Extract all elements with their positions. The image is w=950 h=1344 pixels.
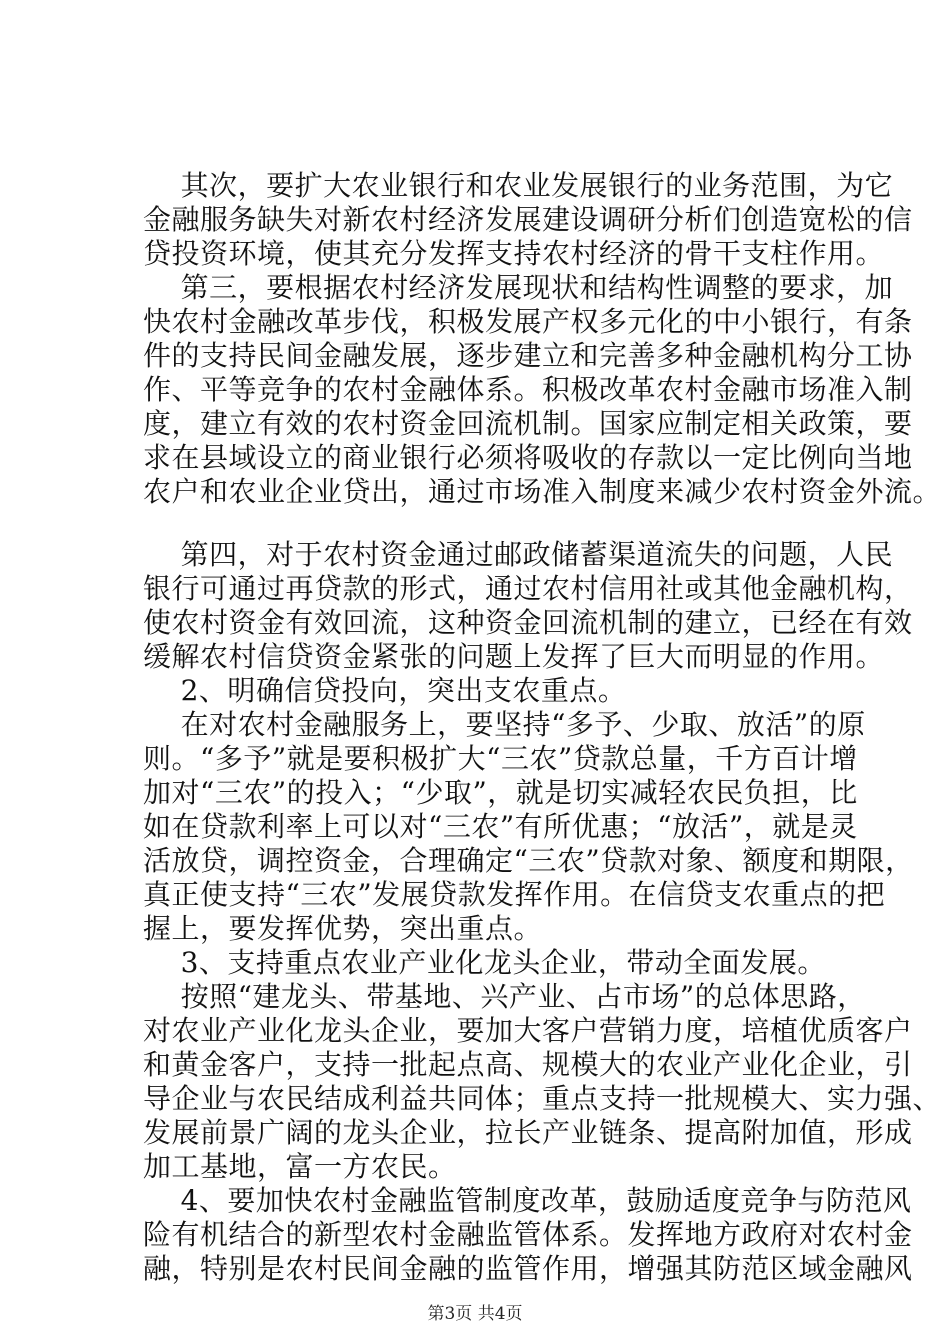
text-line: 使农村资金有效回流，这种资金回流机制的建立，已经在有效: [143, 606, 913, 639]
text-line: 则。“多予”就是要积极扩大“三农”贷款总量，千方百计增: [143, 742, 858, 775]
text-line: 农户和农业企业贷出，通过市场准入制度来减少农村资金外流。: [143, 475, 942, 508]
text-line: 缓解农村信贷资金紧张的问题上发挥了巨大而明显的作用。: [143, 640, 885, 673]
text-line: 求在县域设立的商业银行必须将吸收的存款以一定比例向当地: [143, 441, 913, 474]
text-line: 对农业产业化龙头企业，要加大客户营销力度，培植优质客户: [143, 1014, 913, 1047]
text-line: 贷投资环境，使其充分发挥支持农村经济的骨干支柱作用。: [143, 237, 885, 270]
section-heading: 2、明确信贷投向，突出支农重点。: [143, 674, 627, 707]
text-line: 加工基地，富一方农民。: [143, 1150, 457, 1183]
text-line: 按照“建龙头、带基地、兴产业、占市场”的总体思路，: [143, 980, 866, 1013]
text-line: 握上，要发挥优势，突出重点。: [143, 912, 543, 945]
text-line: 银行可通过再贷款的形式，通过农村信用社或其他金融机构，: [143, 572, 913, 605]
text-line: 在对农村金融服务上，要坚持“多予、少取、放活”的原: [143, 708, 866, 741]
text-line: 快农村金融改革步伐，积极发展产权多元化的中小银行，有条: [143, 305, 913, 338]
text-line: 发展前景广阔的龙头企业，拉长产业链条、提高附加值，形成: [143, 1116, 913, 1149]
text-line: 第三，要根据农村经济发展现状和结构性调整的要求，加: [143, 271, 894, 304]
text-line: 导企业与农民结成利益共同体；重点支持一批规模大、实力强、: [143, 1082, 942, 1115]
text-line: 度，建立有效的农村资金回流机制。国家应制定相关政策，要: [143, 407, 913, 440]
text-line: 险有机结合的新型农村金融监管体系。发挥地方政府对农村金: [143, 1218, 913, 1251]
text-line: 融，特别是农村民间金融的监管作用，增强其防范区域金融风: [143, 1252, 913, 1285]
text-line: 活放贷，调控资金，合理确定“三农”贷款对象、额度和期限，: [143, 844, 914, 877]
section-heading: 3、支持重点农业产业化龙头企业，带动全面发展。: [143, 946, 826, 979]
text-line: 其次，要扩大农业银行和农业发展银行的业务范围，为它: [143, 169, 894, 202]
text-line: 件的支持民间金融发展，逐步建立和完善多种金融机构分工协: [143, 339, 913, 372]
text-line: 如在贷款利率上可以对“三农”有所优惠；“放活”，就是灵: [143, 810, 858, 843]
text-line: 作、平等竞争的农村金融体系。积极改革农村金融市场准入制: [143, 373, 913, 406]
text-line: 第四，对于农村资金通过邮政储蓄渠道流失的问题，人民: [143, 538, 894, 571]
section-heading: 4、要加快农村金融监管制度改革，鼓励适度竞争与防范风: [143, 1184, 912, 1217]
page-number-footer: 第3页 共4页: [427, 1304, 523, 1324]
text-line: 金融服务缺失对新农村经济发展建设调研分析们创造宽松的信: [143, 203, 913, 236]
text-line: 真正使支持“三农”发展贷款发挥作用。在信贷支农重点的把: [143, 878, 886, 911]
text-line: 加对“三农”的投入；“少取”，就是切实减轻农民负担，比: [143, 776, 858, 809]
text-line: 和黄金客户，支持一批起点高、规模大的农业产业化企业，引: [143, 1048, 913, 1081]
